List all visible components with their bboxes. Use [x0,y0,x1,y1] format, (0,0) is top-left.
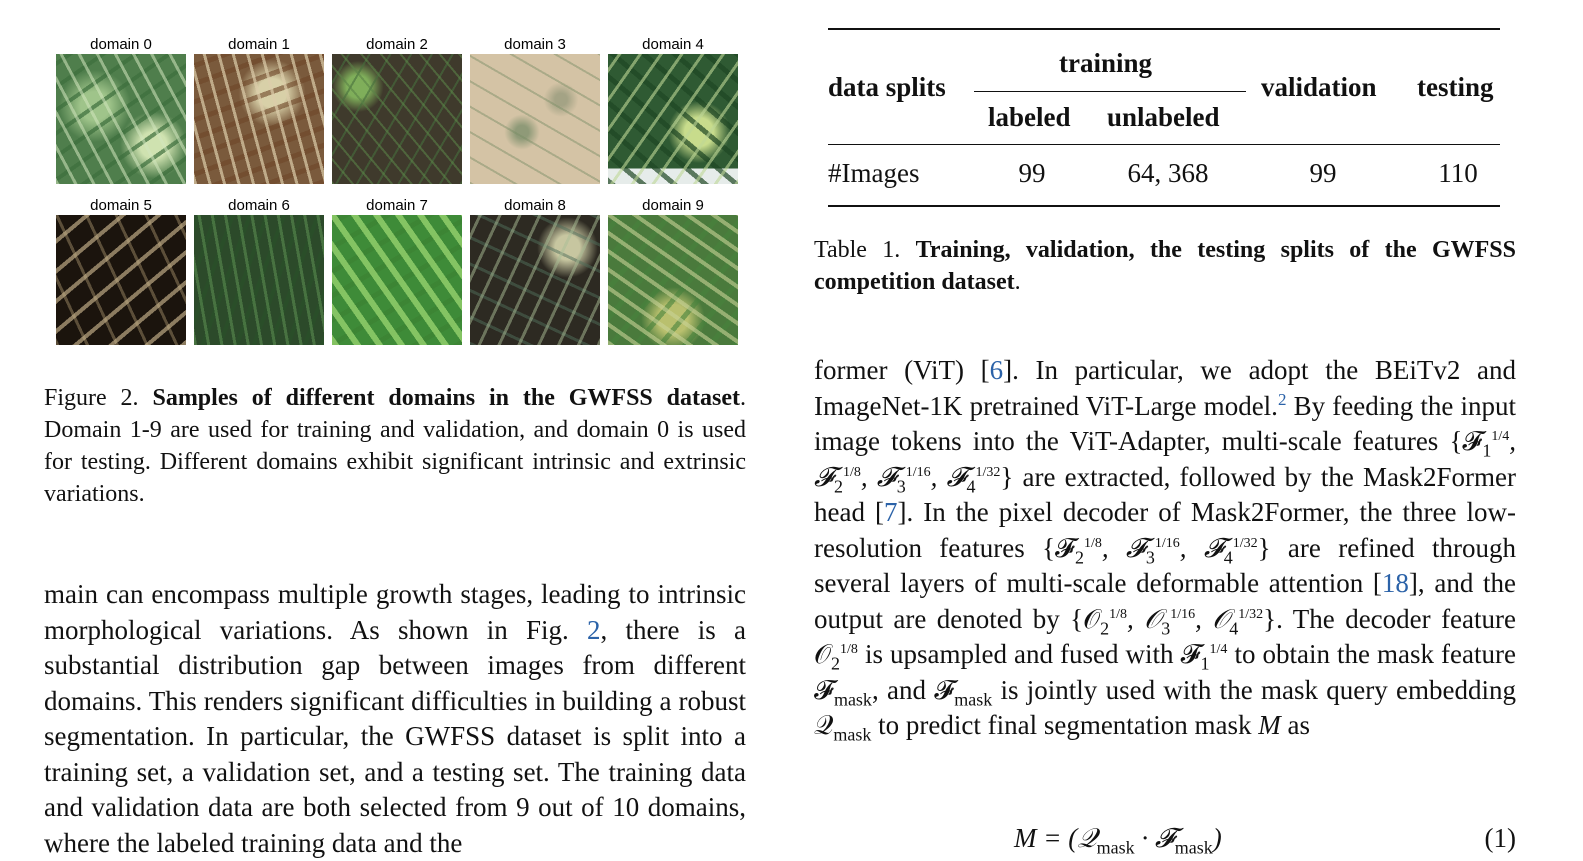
mask-subscript: mask [954,688,993,709]
table-top-rule [828,28,1500,30]
figure-ref-link[interactable]: 2 [587,614,601,645]
table-mid-rule [828,144,1500,145]
domain-tile-8 [470,196,600,345]
caption-period: . [1014,269,1021,295]
domain-image-0 [56,54,186,184]
equation-text: M = (𝒬 [1014,823,1097,853]
right-text-part: } are refined through several layers of multi-scale deformable attention [ [814,532,1516,598]
citation-link-7[interactable]: 7 [884,497,898,527]
right-text-part: as [1280,710,1311,740]
domain-tile-3 [470,35,600,184]
equation-number: (1) [1484,823,1516,853]
figure-caption [44,382,746,510]
right-text-part: to obtain the mask feature 𝓕 [814,639,1516,705]
figure-caption-title: Samples of different domains in the GWFSS dataset [152,385,740,411]
header-unlabeled: unlabeled [1107,102,1220,132]
domain-label: domain 4 [642,36,704,53]
domain-label: domain 7 [366,197,428,214]
equation-body: M = (𝒬$_{mask}$ · 𝓕$_{mask}$) [1014,823,1222,858]
domain-image-1 [194,54,324,184]
figure-caption-label: Figure 2. [44,385,139,411]
header-labeled: labeled [988,102,1071,132]
right-text-part: is jointly used with the mask query embedding 𝒬 [814,674,1516,740]
header-validation: validation [1261,72,1377,102]
row-label-images: #Images [828,158,920,188]
math-lowres-features: $_2^{1/8}$, 𝓕$_3^{1/16}$, 𝓕$_4^{1/32}$ [1074,532,1258,567]
domain-label: domain 1 [228,36,290,53]
table-bottom-rule [828,205,1500,207]
right-text-part: is upsampled and fused with 𝓕 [857,639,1201,669]
domain-tile-9 [608,196,738,345]
left-text-part: main can encompass multiple growth stages, leading to intrinsic morphological variations. As shown in Fig. [44,579,746,645]
right-text-part: By feeding the input image tokens into the ViT-Adapter, multi-scale features {𝓕 [814,390,1517,456]
right-text-part: to predict final segmentation mask [871,710,1259,740]
table-caption-title: Training, validation, the testing splits of the GWFSS competition dataset [814,237,1516,295]
domain-label: domain 8 [504,197,566,214]
caption-period: . [740,385,746,411]
left-column [44,0,747,858]
domain-tile-2 [332,35,462,184]
right-text-part: }. The decoder feature 𝒪 [814,603,1517,669]
mask-variable: M [1258,710,1281,740]
math-features: $_1^{1/4}$, 𝓕$_2^{1/8}$, 𝓕$_3^{1/16}$, 𝓕$_4^{1/32}$ [814,426,1516,496]
right-text-part: ]. In the pixel decoder of Mask2Former, the three low-resolution features {𝓕 [814,497,1516,563]
mask-subscript-italic: mask [833,724,872,745]
mask-subscript: mask [1096,837,1135,858]
domain-image-2 [332,54,462,184]
math-decoder-index: $_2^{1/8}$ [831,642,858,674]
right-text-part: ]. In particular, we adopt the BEiTv2 and ImageNet-1K pretrained ViT-Large model. [814,355,1516,421]
domain-tile-4 [608,35,738,184]
equation-text-rest: · 𝓕 [1134,823,1175,853]
domain-tile-6 [194,196,324,345]
table-caption-label: Table 1. [814,237,901,263]
domain-image-4 [608,54,738,184]
mask-subscript: mask [833,688,872,709]
mask-subscript: mask [1174,837,1213,858]
domain-tile-1 [194,35,324,184]
domain-tile-5 [56,196,186,345]
training-underline [974,91,1246,92]
footnote-link[interactable]: 2 [1277,389,1287,409]
domain-label: domain 2 [366,36,428,53]
domain-image-6 [194,215,324,345]
math-f1-index: $_1^{1/4}$ [1200,642,1228,674]
citation-link-18[interactable]: 18 [1381,568,1409,598]
right-text-part: ], and the output are denoted by {𝒪 [814,568,1516,634]
right-text-part: former (ViT) [ [814,355,990,385]
right-text-part: , and 𝓕 [871,674,955,705]
domain-label: domain 5 [90,197,152,214]
right-column [814,0,1517,858]
left-body-paragraph [44,577,746,861]
figure-caption-body: Domain 1-9 are used for training and validation, and domain 0 is used for testing. Different domains exhibit significant intrinsic and extrinsic variations. [44,417,746,507]
math-outputs: $_2^{1/8}$, 𝒪$_3^{1/16}$, 𝒪$_4^{1/32}$ [1100,603,1264,638]
cell-testing: 110 [1438,158,1478,188]
domain-row-1 [56,35,734,184]
cell-unlabeled: 64, 368 [1127,158,1209,188]
cell-labeled: 99 [1018,158,1046,188]
domain-tile-7 [332,196,462,345]
header-training: training [1059,48,1153,78]
domain-image-9 [608,215,738,345]
domain-label: domain 6 [228,197,290,214]
domain-label: domain 0 [90,36,152,53]
citation-link-6[interactable]: 6 [989,355,1004,385]
domain-tile-0 [56,35,186,184]
domain-image-8 [470,215,600,345]
domain-image-3 [470,54,600,184]
domain-figure [56,35,734,345]
header-testing: testing [1417,72,1494,102]
domain-label: domain 3 [504,36,566,53]
right-text-part: } are extracted, followed by the Mask2Former head [ [814,461,1517,527]
header-data-splits: data splits [828,72,946,102]
right-body-paragraph [814,353,1516,744]
domain-row-2 [56,196,734,345]
left-text-part: , there is a substantial distribution gap between images from different domains. This renders significant difficulties in building a robust segmentation. In particular, the GWFSS dataset is split into a training set, a validation set, and a testing set. The training data and validation data are both selected from 9 out of 10 domains, where the labeled training data and the [44,614,747,858]
cell-validation: 99 [1309,158,1337,188]
domain-image-7 [332,215,462,345]
domain-label: domain 9 [642,197,704,214]
table-caption [814,234,1516,298]
domain-image-5 [56,215,186,345]
